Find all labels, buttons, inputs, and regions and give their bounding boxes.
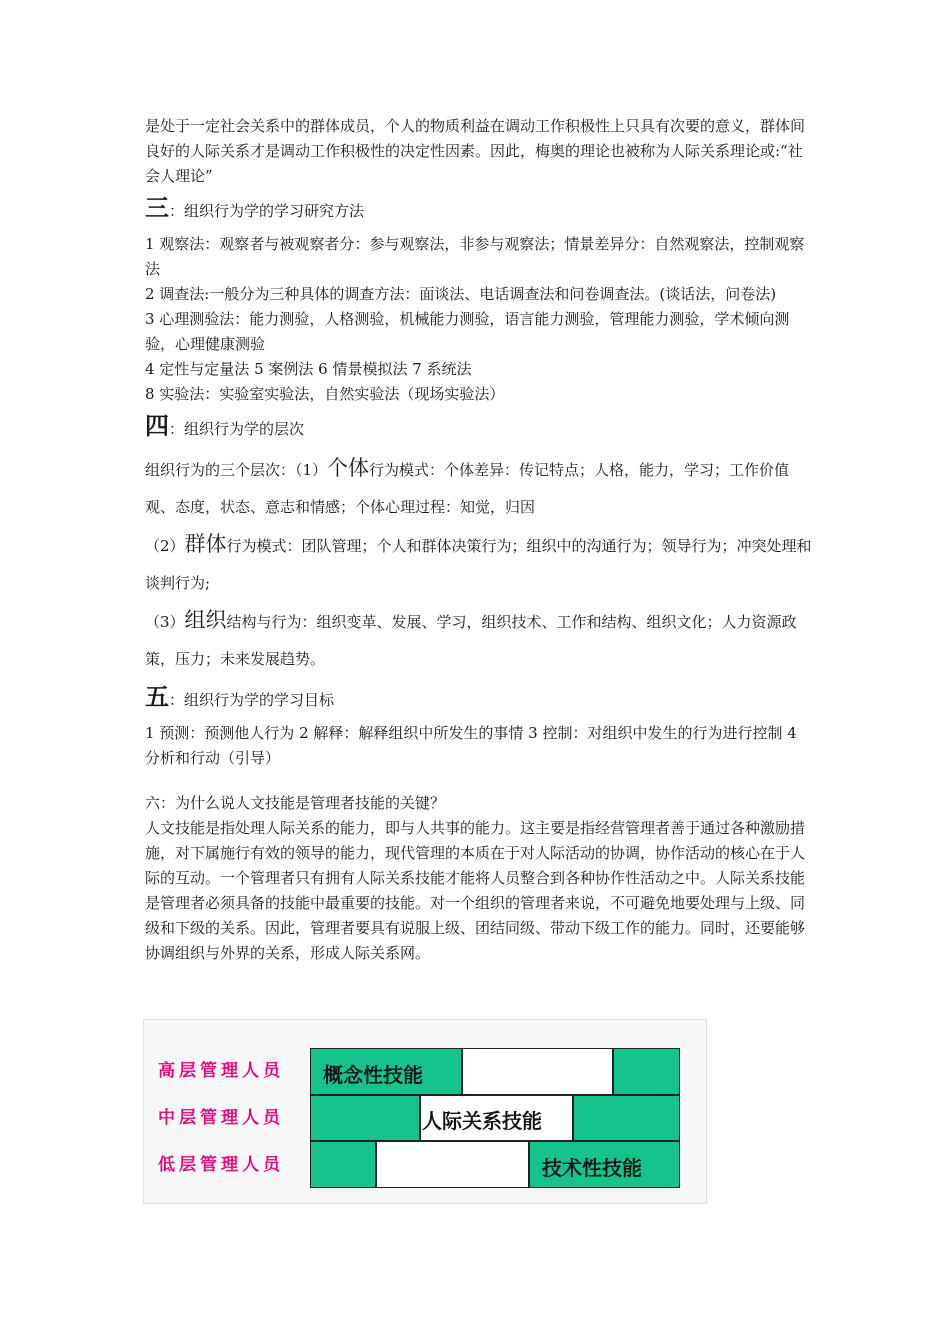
section-5-heading [145,682,813,715]
section-6-title: 六：为什么说人文技能是管理者技能的关键？ [145,794,446,812]
level-2-paragraph [145,526,813,602]
section-3-item: 3 心理测验法：能力测验，人格测验，机械能力测验，语言能力测验，管理能力测验，学术倾向测验，心理健康测验 [145,310,790,353]
cell-blank [462,1048,613,1095]
section-3-item: 2 调查法:一般分为三种具体的调查方法：面谈法、电话调查法和问卷调查法。(谈话法，问卷法) [145,285,777,303]
document-body [145,114,813,966]
row-label-middle-managers: 中层管理人员 [158,1108,284,1128]
section-6-text: 人文技能是指处理人际关系的能力，即与人共事的能力。这主要是指经营管理者善于通过各种激励措施，对下属施行有效的领导的能力，现代管理的本质在于对人际活动的协调，协作活动的核心在于人际的互动。一个管理者只有拥有人际关系技能才能将人员整合到各种协作性活动之中。人际关系技能是管理者必须具备的技能中最重要的技能。对一个组织的管理者来说，不可避免地要处理与上级、同级和下级的关系。因此，管理者要具有说服上级、团结同级、带动下级工作的能力。同时，还要能够协调组织与外界的关系，形成人际关系网。 [145,819,806,962]
section-4-heading [145,411,813,444]
cell-blank [376,1141,529,1188]
section-5-title: ：组织行为学的学习目标 [169,691,335,709]
skills-grid [310,1048,680,1188]
section-3-item: 4 定性与定量法 5 案例法 6 情景模拟法 7 系统法 [145,360,472,378]
section-5-numeral: 五 [145,682,169,711]
section-3-item: 1 观察法：观察者与被观察者分：参与观察法，非参与观察法；情景差异分：自然观察法，控制观察法 [145,235,805,278]
level-1-key: 个体 [327,456,370,480]
level-1-text: 行为模式：个体差异：传记特点；人格，能力，学习；工作价值观、态度，状态、意志和情感；个体心理过程：知觉，归因 [145,461,790,516]
cell-green [613,1048,680,1095]
section-5-text: 1 预测：预测他人行为 2 解释：解释组织中所发生的事情 3 控制：对组织中发生的行为进行控制 4 分析和行动（引导） [145,724,797,767]
skill-label-conceptual: 概念性技能 [323,1063,423,1087]
level-1-paragraph [145,450,813,526]
cell-green [310,1095,420,1141]
cell-green [310,1141,376,1188]
level-2-prefix: （2） [145,537,185,555]
row-label-low-managers: 低层管理人员 [158,1155,284,1175]
skill-label-technical: 技术性技能 [542,1156,642,1180]
level-1-prefix: 组织行为的三个层次：（1） [145,461,328,479]
cell-green [573,1095,680,1141]
section-4-title: ：组织行为学的层次 [169,420,305,438]
section-3-heading [145,193,813,226]
level-3-prefix: （3） [145,613,185,631]
level-2-key: 群体 [184,532,227,556]
level-3-key: 组织 [184,608,227,632]
section-3-item: 8 实验法：实验室实验法，自然实验法（现场实验法） [145,385,505,403]
level-3-text: 结构与行为：组织变革、发展、学习，组织技术、工作和结构、组织文化；人力资源政策，压力；未来发展趋势。 [145,613,797,668]
intro-paragraph: 是处于一定社会关系中的群体成员，个人的物质利益在调动工作积极性上只具有次要的意义，群体间良好的人际关系才是调动工作积极性的决定性因素。因此，梅奥的理论也被称为人际关系理论或:“社会人理论” [145,117,806,185]
level-2-text: 行为模式：团队管理；个人和群体决策行为；组织中的沟通行为；领导行为；冲突处理和谈判行为; [145,537,812,592]
section-3-title: ：组织行为学的学习研究方法 [169,202,365,220]
skill-label-interpersonal: 人际关系技能 [422,1109,542,1133]
section-4-numeral: 四 [145,411,169,440]
management-skills-figure [143,1019,707,1204]
row-label-top-managers: 高层管理人员 [158,1061,284,1081]
level-3-paragraph [145,602,813,678]
section-3-numeral: 三 [145,193,169,222]
